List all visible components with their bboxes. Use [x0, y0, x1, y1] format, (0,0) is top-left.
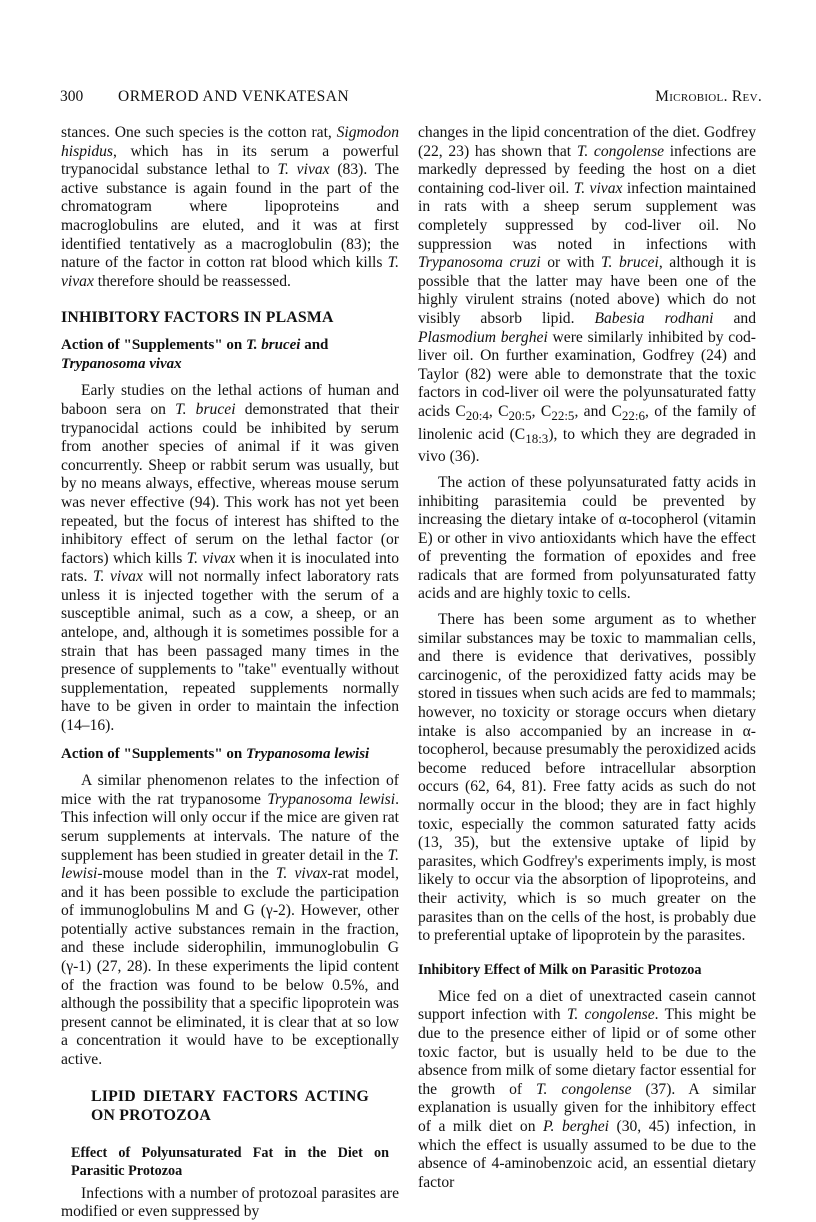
- paragraph: Early studies on the lethal actions of human and baboon sera on T. brucei demonstrated that their trypanocidal actions could be inhibited by serum from another species of animal if it was given concurrently. Sheep or rabbit serum was usually, but by no means always, effective, whereas mouse serum was never effective (94). This work has not yet been repeated, but the focus of interest has shifted to the inhibitory effect of serum on the lethal factor (or factors) which kills T. vivax when it is inoculated into rats. T. vivax will not normally infect laboratory rats unless it is injected together with the serum of a susceptible animal, such as a cow, a sheep, or an antelope, and, although it is sometimes possible for a strain that has been passaged many times in the presence of supplements to "take" eventually without supplementation, repeated supplements normally have to be given in order to maintain the infection (14–16).: [61, 382, 399, 735]
- journal-name: Microbiol. Rev.: [655, 88, 762, 105]
- paragraph: stances. One such species is the cotton rat, Sigmodon hispidus, which has in its serum a powerful trypanocidal substance lethal to T. vivax (83). The active substance is again found in the part of the chromatogram where lipoproteins and macroglobulins are eluted, and it was at first identified tentatively as a macroglobulin (83); the nature of the factor in cotton rat blood which kills T. vivax therefore should be reassessed.: [61, 124, 399, 290]
- paragraph: The action of these polyunsaturated fatty acids in inhibiting parasitemia could be prevented by increasing the dietary intake of α-tocopherol (vitamin E) or other in vivo antioxidants which have the effect of preventing the formation of epoxides and free radicals that are formed from polyunsaturated fatty acids and are highly toxic to cells.: [418, 473, 756, 603]
- running-header: [60, 88, 762, 110]
- subsection-heading: Inhibitory Effect of Milk on Parasitic Protozoa: [418, 961, 702, 978]
- fatty-acid-formulas: $C_{20:4}$, $C_{20:5}$, $C_{22:5}$, and $C_{22:6}$, of the family of linolenic acid $(C_{18:3})$, to which they are degraded in vivo (36).: [418, 402, 756, 466]
- running-authors: ORMEROD AND VENKATESAN: [118, 88, 350, 105]
- paragraph: Infections with a number of protozoal parasites are modified or even suppressed by: [61, 1184, 399, 1221]
- subsection-heading: Action of "Supplements" on T. brucei and Trypanosoma vivax: [61, 337, 329, 372]
- paragraph: There has been some argument as to whether similar substances may be toxic to mammalian cells, and there is evidence that derivatives, possibly carcinogenic, of the peroxidized fatty acids may be stored in tissues when such acids are fed to mammals; however, no toxicity or storage occurs when dietary intake is also accompanied by an increase in α-tocopherol, because presumably the peroxidized acids become reduced before intracellular absorption occurs (62, 64, 81). Free fatty acids as such do not normally occur in the blood; they are in fact highly toxic, especially the common saturated fatty acids (13, 35), but the extensive uptake of lipid by parasites, which Godfrey's experiments imply, is most likely to occur via the absorption of lipoproteins, and their activity, which is so much greater on the parasites than on the cells of the host, is probably due to preferential uptake of lipoprotein by the parasites.: [418, 611, 756, 945]
- subsection-heading: Effect of Polyunsaturated Fat in the Diet on Parasitic Protozoa: [71, 1144, 389, 1179]
- subsection-heading: Action of "Supplements" on Trypanosoma lewisi: [61, 745, 370, 762]
- left-column: [61, 124, 399, 1222]
- paragraph: Mice fed on a diet of unextracted casein cannot support infection with T. congolense. This might be due to the presence either of lipid or of some other toxic factor, but is usually held to be due to the absence from milk of some dietary factor essential for the growth of T. congolense (37). A similar explanation is usually given for the inhibitory effect of a milk diet on P. berghei (30, 45) infection, in which the effect is usually assumed to be due to the absence of 4-aminobenzoic acid, an essential dietary factor: [418, 987, 756, 1191]
- paragraph: changes in the lipid concentration of the diet. Godfrey (22, 23) has shown that T. congolense infections are markedly depressed by feeding the host on a diet containing cod-liver oil. T. vivax infection maintained in rats with a sheep serum supplement was completely suppressed by cod-liver oil. No suppression was noted in infections with Trypanosoma cruzi or with T. brucei, although it is possible that the latter may have been one of the highly virulent strains (noted above) which do not visibly absorb lipid. Babesia rodhani and Plasmodium berghei were similarly inhibited by cod-liver oil. On further examination, Godfrey (24) and Taylor (82) were able to demonstrate that the toxic factors in cod-liver oil were the polyunsaturated fatty acids $C_{20:4}$, $C_{20:5}$, $C_{22:5}$, and $C_{22:6}$, of the family of linolenic acid $(C_{18:3})$, to which they are degraded in vivo (36).: [418, 124, 757, 466]
- paragraph: A similar phenomenon relates to the infection of mice with the rat trypanosome Trypanosoma lewisi. This infection will only occur if the mice are given rat serum supplements at intervals. The nature of the supplement has been studied in greater detail in the T. lewisi-mouse model than in the T. vivax-rat model, and it has been possible to exclude the participation of immunoglobulins M and G (γ-2). However, other potentially active substances remain in the fraction, and these include siderophilin, immunoglobulin G (γ-1) (27, 28). In these experiments the lipid content of the fraction was found to be below 0.5%, and although the possibility that a specific lipoprotein was present cannot be eliminated, it is clear that at so low a concentration it would have to be exceptionally active.: [61, 772, 399, 1069]
- section-heading: LIPID DIETARY FACTORS ACTING ON PROTOZOA: [91, 1087, 369, 1124]
- section-heading: INHIBITORY FACTORS IN PLASMA: [61, 309, 334, 327]
- page-number: 300: [60, 88, 84, 105]
- right-column: [418, 124, 756, 1192]
